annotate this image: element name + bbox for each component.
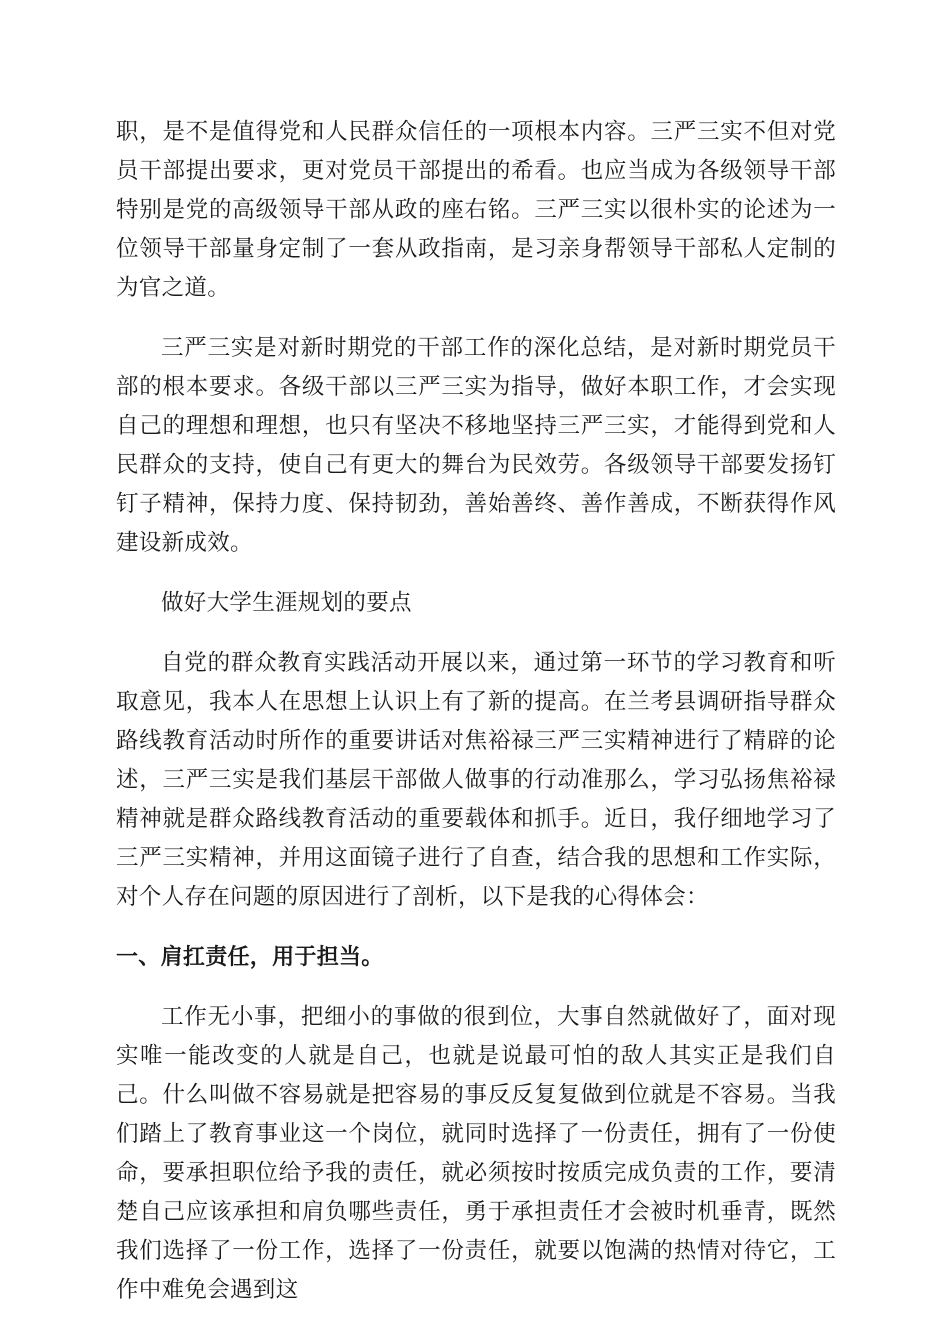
paragraph-education-activity: 自党的群众教育实践活动开展以来，通过第一环节的学习教育和听取意见，我本人在思想上认识上有了新的提高。在兰考县调研指导群众路线教育活动时所作的重要讲话对焦裕禄三严三实精神进行了精辟的论述，三严三实是我们基层干部做人做事的行动准那么，学习弘扬焦裕禄精神就是群众路线教育活动的重要载体和抓手。近日，我仔细地学习了三严三实精神，并用这面镜子进行了自查，结合我的思想和工作实际，对个人存在问题的原因进行了剖析，以下是我的心得体会： [116, 650, 836, 910]
paragraph-sanyan-sanshi-summary: 三严三实是对新时期党的干部工作的深化总结，是对新时期党员干部的根本要求。各级干部以三严三实为指导，做好本职工作，才会实现自己的理想和理想，也只有坚决不移地坚持三严三实，才能得到党和人民群众的支持，使自己有更大的舞台为民效劳。各级领导干部要发扬钉钉子精神，保持力度、保持韧劲，善始善终、善作善成，不断获得作风建设新成效。 [116, 335, 836, 556]
paragraph-continuation: 职，是不是值得党和人民群众信任的一项根本内容。三严三实不但对党员干部提出要求，更对党员干部提出的希看。也应当成为各级领导干部特别是党的高级领导干部从政的座右铭。三严三实以很朴实的论述为一位领导干部量身定制了一套从政指南，是习亲身帮领导干部私人定制的为官之道。 [116, 119, 836, 301]
heading-responsibility: 一、肩扛责任，用于担当。 [116, 945, 384, 970]
paragraph-work-responsibility: 工作无小事，把细小的事做的很到位，大事自然就做好了，面对现实唯一能改变的人就是自己，也就是说最可怕的敌人其实正是我们自己。什么叫做不容易就是把容易的事反反复复做到位就是不容易。当我们踏上了教育事业这一个岗位，就同时选择了一份责任，拥有了一份使命，要承担职位给予我的责任，就必须按时按质完成负责的工作，要清楚自己应该承担和肩负哪些责任，勇于承担责任才会被时机垂青，既然我们选择了一份工作，选择了一份责任，就要以饱满的热情对待它，工作中难免会遇到这 [116, 1004, 836, 1303]
section-title-career-planning: 做好大学生涯规划的要点 [161, 590, 412, 616]
document-page [116, 113, 836, 1331]
